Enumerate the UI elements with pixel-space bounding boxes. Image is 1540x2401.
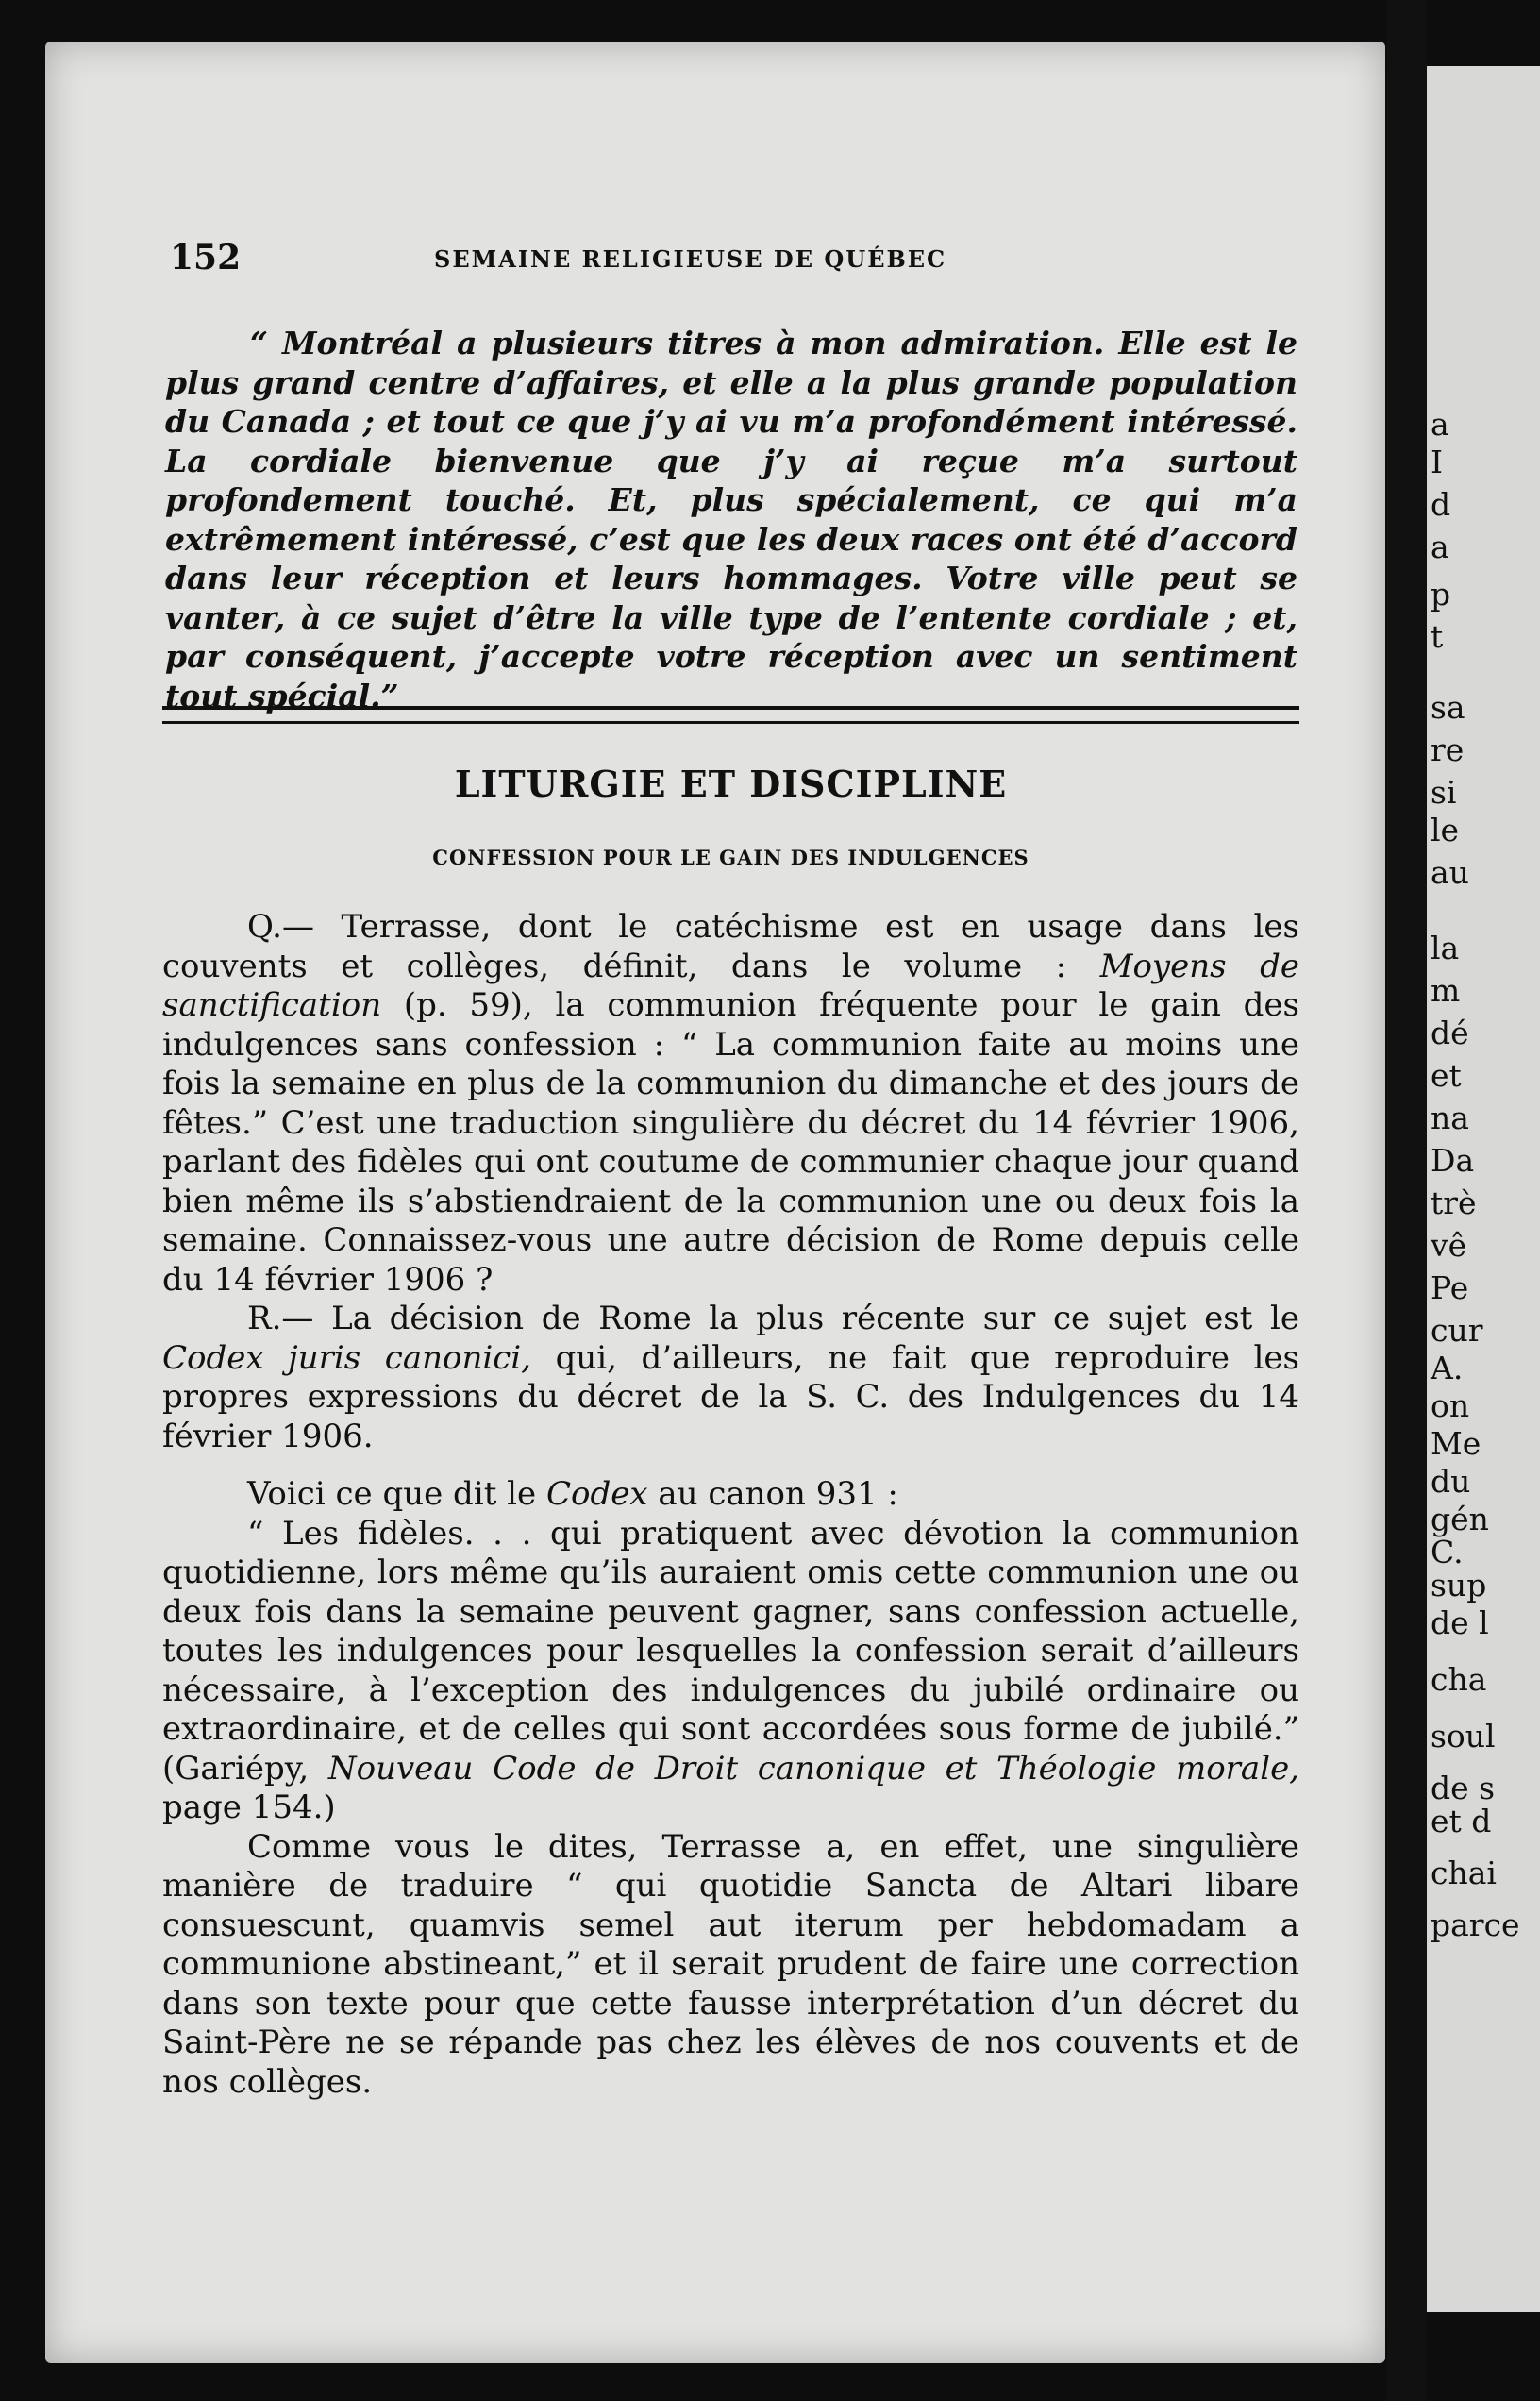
right-page-text-fragment: soul — [1431, 1718, 1496, 1755]
right-page-text-fragment: sa — [1431, 689, 1465, 726]
right-page-text-fragment: la — [1431, 930, 1460, 966]
book-spine — [1387, 0, 1427, 2401]
right-page-text-fragment: on — [1431, 1387, 1470, 1424]
right-page-text-fragment: d — [1431, 486, 1451, 523]
question-paragraph: Q.— Terrasse, dont le catéchisme est en usage dans les couvents et collèges, définit, dans le volume : Moyens de sanctification (p. 59), la communion fréquente pour le gain des indulgences sans confession : “ La communion faite au moins une fois la semaine en plus de la communion du dimanche et des jours de fêtes.” C’est une traduction singulière du décret du 14 février 1906, parlant des fidèles qui ont coutume de communier chaque jour quand bien même ils s’abstiendraient de la communion une ou deux fois la semaine. Connaissez-vous une autre décision de Rome depuis celle du 14 février 1906 ? — [162, 908, 1300, 1299]
right-page-text-fragment: Da — [1431, 1142, 1475, 1179]
right-page-text-fragment: parce — [1431, 1906, 1520, 1943]
right-page-text-fragment: du — [1431, 1463, 1471, 1500]
quote-block — [165, 324, 1297, 715]
right-page-text-fragment: a — [1431, 529, 1449, 565]
right-page-text-fragment: Me — [1431, 1425, 1481, 1462]
right-page-text-fragment: A. — [1431, 1350, 1464, 1386]
right-page-text-fragment: C. — [1431, 1534, 1464, 1570]
right-page-text-fragment: de l — [1431, 1604, 1489, 1641]
right-page-text-fragment: t — [1431, 618, 1444, 655]
right-page-text-fragment: I — [1431, 444, 1444, 480]
canon-quote-paragraph: “ Les fidèles. . . qui pratiquent avec dévotion la communion quotidienne, lors même qu’ils auraient omis cette communion une ou deux fois dans la semaine peuvent gagner, sans confession actuelle, toutes les indulgences pour lesquelles la confession serait d’ailleurs nécessaire, à l’exception des indulgences du jubilé ordinaire ou extraordinaire, et de celles qui sont accordées sous forme de jubilé.” (Gariépy, Nouveau Code de Droit canonique et Théologie morale, page 154.) — [162, 1514, 1299, 1826]
article-body — [162, 908, 1299, 2102]
right-page-text-fragment: trè — [1431, 1184, 1477, 1221]
right-page-text-fragment: vê — [1431, 1227, 1467, 1264]
page-number: 152 — [170, 238, 242, 277]
right-page-text-fragment: et — [1431, 1057, 1462, 1094]
right-page-text-fragment: et d — [1431, 1803, 1492, 1839]
conclusion-paragraph: Comme vous le dites, Terrasse a, en effet, une singulière manière de traduire “ qui quotidie Sancta de Altari libare consuescunt, quamvis semel aut iterum per hebdomadam a communione abstineant,” et il serait prudent de faire une correction dans son texte pour que cette fausse interprétation d’un décret du Saint-Père ne se répande pas chez les élèves de nos couvents et de nos collèges. — [162, 1827, 1299, 2101]
section-subtitle: CONFESSION POUR LE GAIN DES INDULGENCES — [432, 846, 1029, 869]
right-page-text-fragment: na — [1431, 1100, 1469, 1136]
right-page-text-fragment: a — [1431, 406, 1449, 443]
right-page-text-fragment: cur — [1431, 1312, 1483, 1349]
right-page-fragment — [1427, 66, 1540, 2312]
right-page-text-fragment: dé — [1431, 1015, 1469, 1051]
right-page-text-fragment: re — [1431, 731, 1465, 768]
answer-paragraph: R.— La décision de Rome la plus récente sur ce sujet est le Codex juris canonici, qui, d’ailleurs, ne fait que reproduire les propres expressions du décret de la S. C. des Indulgences du 14 février 1906. — [162, 1300, 1299, 1455]
right-page-text-fragment: au — [1431, 854, 1469, 891]
codex-intro-paragraph: Voici ce que dit le Codex au canon 931 : — [247, 1475, 898, 1513]
running-head: SEMAINE RELIGIEUSE DE QUÉBEC — [434, 245, 947, 273]
right-page-text-fragment: m — [1431, 972, 1461, 1009]
section-title: LITURGIE ET DISCIPLINE — [454, 763, 1008, 805]
quote-text: “ Montréal a plusieurs titres à mon admiration. Elle est le plus grand centre d’affaires, et elle a la plus grande population du Canada ; et tout ce que j’y ai vu m’a profondément intéressé. La cordiale bienvenue que j’y ai reçue m’a surtout profondement touché. Et, plus spécialement, ce qui m’a extrêmement intéressé, c’est que les deux races ont été d’accord dans leur réception et leurs hommages. Votre ville peut se vanter, à ce sujet d’être la ville type de l’entente cordiale ; et, par conséquent, j’accepte votre réception avec un sentiment tout spécial.” — [165, 325, 1297, 714]
right-page-text-fragment: gén — [1431, 1501, 1489, 1537]
right-page-text-fragment: le — [1431, 812, 1460, 848]
right-page-text-fragment: p — [1431, 576, 1451, 613]
right-page-text-fragment: Pe — [1431, 1269, 1469, 1306]
section-rule — [162, 706, 1299, 724]
right-page-text-fragment: de s — [1431, 1770, 1496, 1806]
right-page-text-fragment: cha — [1431, 1661, 1487, 1698]
right-page-text-fragment: chai — [1431, 1855, 1497, 1891]
right-page-text-fragment: si — [1431, 774, 1457, 811]
right-page-text-fragment: sup — [1431, 1567, 1487, 1603]
page-header — [142, 238, 1302, 285]
